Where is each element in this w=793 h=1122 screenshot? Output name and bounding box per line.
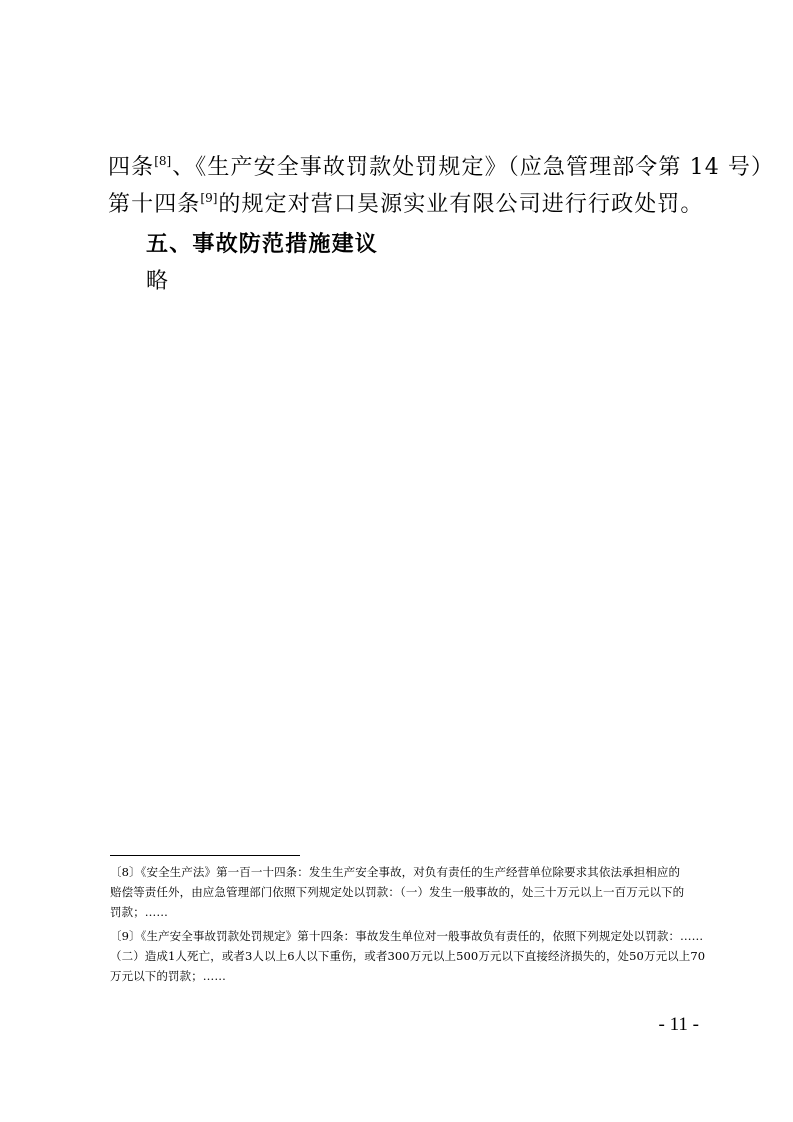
footnote-ref-8[interactable]: [8] (154, 154, 172, 168)
footnote-line: 〔9〕《生产安全事故罚款处罚规定》第十四条：事故发生单位对一般事故负有责任的，依照下列规定处以罚款：…… (110, 929, 704, 943)
section-heading: 五、事故防范措施建议 (146, 232, 379, 257)
footnote-9 (110, 926, 705, 986)
page-number: - 11 - (658, 1014, 699, 1035)
text-segment: 、《生产安全事故罚款处罚规定》（应急管理部令第 14 号） (172, 155, 775, 180)
footnote-line: 赔偿等责任外，由应急管理部门依照下列规定处以罚款：（一）发生一般事故的，处三十万元以上一百万元以下的 (110, 885, 685, 899)
section-body: 略 (146, 269, 170, 294)
footnote-line: 万元以下的罚款；…… (110, 969, 226, 983)
text-segment: 第十四条 (108, 192, 201, 217)
footnote-line: 〔8〕《安全生产法》第一百一十四条：发生生产安全事故，对负有责任的生产经营单位除要求其依法承担相应的 (110, 865, 681, 879)
footnote-line: 罚款；…… (110, 905, 168, 919)
footnote-ref-9[interactable]: [9] (200, 191, 218, 205)
text-segment: 的规定对营口昊源实业有限公司进行行政处罚。 (218, 192, 704, 217)
footnote-8 (110, 862, 684, 922)
text-segment: 四条 (108, 155, 155, 180)
paragraph-line-1 (108, 150, 774, 181)
footnote-line: （二）造成1人死亡，或者3人以上6人以下重伤，或者300万元以上500万元以下直接经济损失的，处50万元以上70 (110, 949, 706, 963)
footnote-divider (110, 855, 300, 856)
paragraph-line-2 (108, 187, 704, 218)
